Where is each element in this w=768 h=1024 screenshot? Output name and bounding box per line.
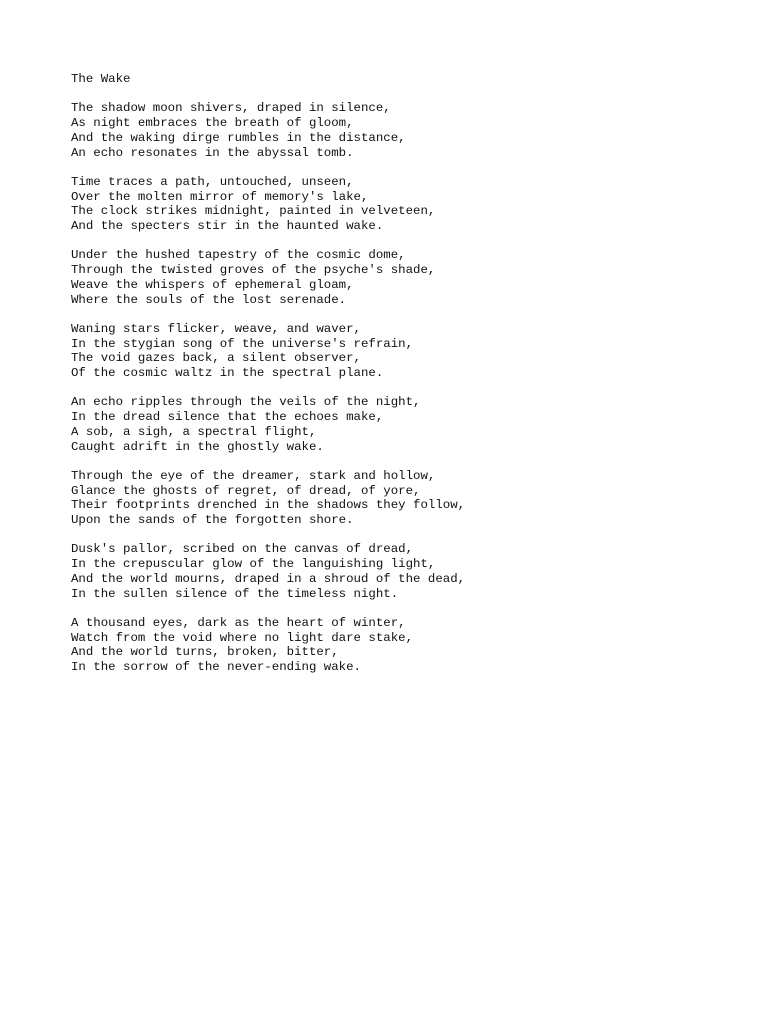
poem-line: In the dread silence that the echoes make, (71, 410, 384, 425)
poem-line: Waning stars flicker, weave, and waver, (71, 321, 361, 336)
poem-line: Through the eye of the dreamer, stark and hollow, (71, 468, 436, 483)
poem-line: And the world turns, broken, bitter, (71, 645, 339, 660)
poem-line: A sob, a sigh, a spectral flight, (71, 424, 317, 439)
poem-line: The void gazes back, a silent observer, (71, 351, 361, 366)
poem-body (71, 101, 751, 674)
poem-line: Over the molten mirror of memory's lake, (71, 189, 369, 204)
poem-line: As night embraces the breath of gloom, (71, 116, 354, 131)
poem-stanza (71, 175, 751, 234)
poem-stanza (71, 322, 751, 381)
poem-title: The Wake (71, 72, 131, 86)
poem-line: Of the cosmic waltz in the spectral plane. (71, 366, 384, 380)
poem-line: And the specters stir in the haunted wake. (71, 219, 384, 233)
poem-line: Dusk's pallor, scribed on the canvas of dread, (71, 542, 414, 557)
poem-line: Caught adrift in the ghostly wake. (71, 439, 324, 454)
poem-stanza (71, 616, 751, 675)
poem-line: The clock strikes midnight, painted in velveteen, (71, 204, 436, 219)
poem-line: Glance the ghosts of regret, of dread, of yore, (71, 483, 421, 498)
poem-line: In the crepuscular glow of the languishing light, (71, 557, 436, 572)
poem-line: Through the twisted groves of the psyche's shade, (71, 263, 436, 278)
poem-stanza (71, 542, 751, 601)
poem-stanza (71, 248, 751, 307)
poem-line: Their footprints drenched in the shadows they follow, (71, 498, 466, 513)
poem-line: In the sorrow of the never-ending wake. (71, 660, 361, 674)
poem-stanza (71, 101, 751, 160)
poem-line: Watch from the void where no light dare stake, (71, 630, 414, 645)
poem-stanza (71, 395, 751, 454)
poem-line: An echo ripples through the veils of the night, (71, 395, 421, 410)
poem-stanza (71, 469, 751, 528)
document-page (71, 72, 751, 689)
poem-line: Weave the whispers of ephemeral gloam, (71, 277, 354, 292)
poem-line: In the sullen silence of the timeless night. (71, 586, 399, 601)
poem-line: Time traces a path, untouched, unseen, (71, 174, 354, 189)
poem-line: Under the hushed tapestry of the cosmic dome, (71, 248, 406, 263)
poem-line: And the waking dirge rumbles in the distance, (71, 130, 406, 145)
poem-line: Upon the sands of the forgotten shore. (71, 513, 354, 527)
poem-line: Where the souls of the lost serenade. (71, 292, 347, 307)
poem-line: A thousand eyes, dark as the heart of winter, (71, 615, 406, 630)
poem-line: The shadow moon shivers, draped in silence, (71, 101, 391, 116)
poem-line: In the stygian song of the universe's refrain, (71, 336, 414, 351)
poem-line: And the world mourns, draped in a shroud of the dead, (71, 571, 466, 586)
poem-line: An echo resonates in the abyssal tomb. (71, 145, 354, 160)
